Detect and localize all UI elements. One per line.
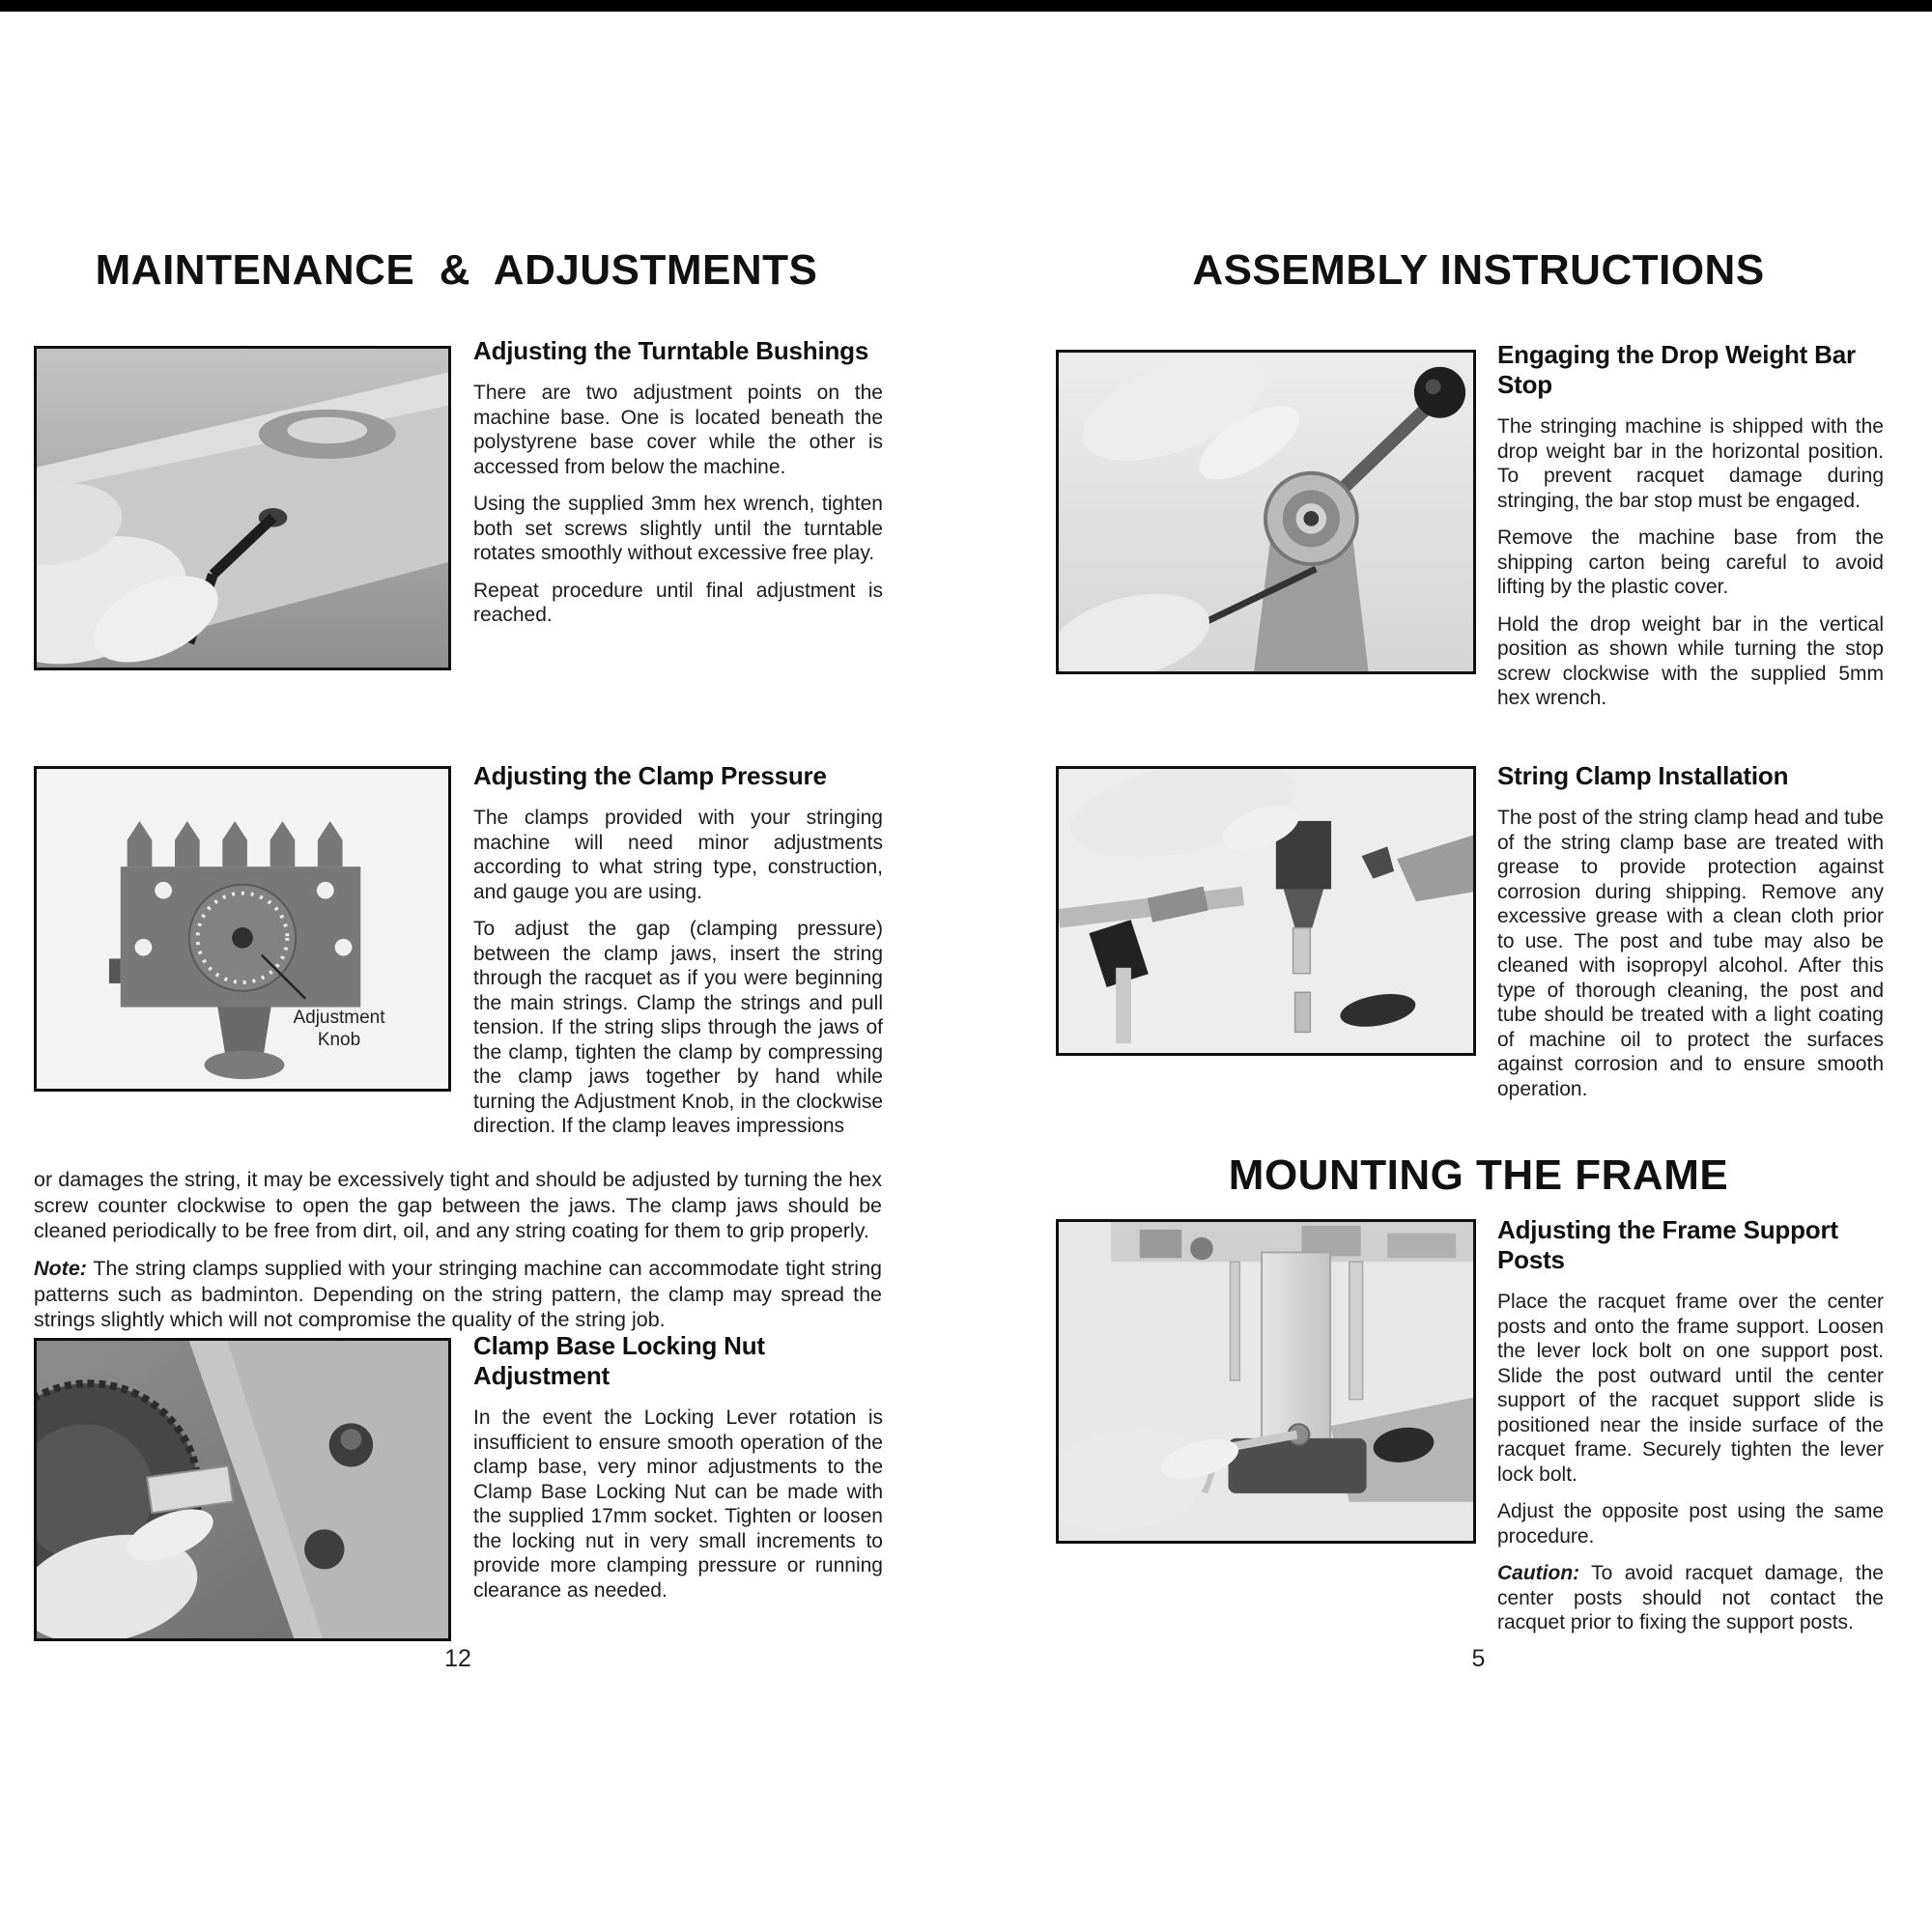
section-heading: Adjusting the Clamp Pressure xyxy=(473,761,827,790)
body-paragraph: To adjust the gap (clamping pressure) between the clamp jaws, insert the string through the racquet as if you were beginning the main strings. Clamp the strings and pull tension. If the string slips through the jaws of the clamp, tighten the clamp by compressing the clamp jaws together by hand while turning the Adjustment Knob, in the clockwise direction. If the clamp leaves impressions xyxy=(473,918,883,1137)
section-heading: Clamp Base Locking Nut Adjustment xyxy=(473,1331,765,1390)
adjustment-knob-label: Adjustment Knob xyxy=(293,1008,385,1050)
note-paragraph xyxy=(34,1256,882,1333)
photo-turntable-bushings xyxy=(34,346,451,670)
caution-text: To avoid racquet damage, the center posts should not contact the racquet prior to fixing the support posts. xyxy=(1497,1562,1884,1634)
left-page-number: 12 xyxy=(444,1645,471,1672)
body-paragraph: The post of the string clamp head and tube of the string clamp base are treated with grease to provide protection against corrosion during shipping. Remove any excessive grease with a clean cloth prior to use. The post and tube may also be cleaned with isopropyl alcohol. After this type of thorough cleaning, the post and tube should be treated with a light coating of machine oil to protect the surfaces against corrosion and to ensure smooth operation. xyxy=(1497,807,1884,1100)
body-paragraph: Using the supplied 3mm hex wrench, tighten both set screws slightly until the turntable rotates smoothly without excessive free play. xyxy=(473,493,883,564)
scan-edge-bar xyxy=(0,0,1932,12)
frame-support-illustration xyxy=(1059,1222,1473,1541)
body-paragraph: In the event the Locking Lever rotation is insufficient to ensure smooth operation of the clamp base, very minor adjustments to the Clamp Base Locking Nut can be made with the supplied 17mm socket. Tighten or loosen the locking nut in very small increments to provide more clamping pressure or running clearance as needed. xyxy=(473,1406,883,1602)
section-frame-support-posts xyxy=(1497,1215,1884,1648)
locking-nut-illustration xyxy=(37,1341,448,1638)
body-paragraph: The stringing machine is shipped with the drop weight bar in the horizontal position. To prevent racquet damage during stringing, the bar stop must be engaged. xyxy=(1497,415,1884,512)
section-heading: String Clamp Installation xyxy=(1497,761,1789,790)
caution-label: Caution: xyxy=(1497,1562,1580,1584)
right-page-title: ASSEMBLY INSTRUCTIONS xyxy=(1192,246,1765,294)
section-heading: Engaging the Drop Weight Bar Stop xyxy=(1497,340,1856,399)
photo-frame-support-posts xyxy=(1056,1219,1476,1544)
right-page-number: 5 xyxy=(1471,1645,1486,1672)
section-heading: Adjusting the Turntable Bushings xyxy=(473,336,869,365)
body-paragraph: Adjust the opposite post using the same procedure. xyxy=(1497,1500,1884,1548)
photo-clamp-adjustment-knob xyxy=(34,766,451,1092)
body-paragraph: Place the racquet frame over the center posts and onto the frame support. Loosen the lever lock bolt on one support post. Slide the post outward until the center support of the racquet support slide is positioned near the inside surface of the racquet frame. Securely tighten the lever lock bolt. xyxy=(1497,1291,1884,1486)
section-drop-weight-bar-stop xyxy=(1497,340,1884,724)
caution-paragraph xyxy=(1497,1561,1884,1635)
section-string-clamp-installation xyxy=(1497,761,1884,1114)
section-heading: Adjusting the Frame Support Posts xyxy=(1497,1215,1838,1274)
mounting-the-frame-heading: MOUNTING THE FRAME xyxy=(1228,1151,1729,1199)
body-paragraph: Repeat procedure until final adjustment is reached. xyxy=(473,579,883,626)
left-page-title: MAINTENANCE & ADJUSTMENTS xyxy=(95,246,818,294)
photo-clamp-base-locking-nut xyxy=(34,1338,451,1641)
section-clamp-pressure xyxy=(473,761,883,1151)
body-paragraph: There are two adjustment points on the machine base. One is located beneath the polystyrene base cover while the other is accessed from below the machine. xyxy=(473,382,883,478)
drop-weight-illustration xyxy=(1059,353,1473,671)
body-paragraph: The clamps provided with your stringing machine will need minor adjustments according to what string type, construction, and gauge you are using. xyxy=(473,807,883,903)
note-text: The string clamps supplied with your stringing machine can accommodate tight string patterns such as badminton. Depending on the string pattern, the clamp may spread the strings slightly which will not compromise the quality of the string job. xyxy=(34,1257,882,1331)
string-clamp-illustration xyxy=(1059,769,1473,1053)
body-paragraph: Hold the drop weight bar in the vertical position as shown while turning the stop screw clockwise with the supplied 5mm hex wrench. xyxy=(1497,612,1884,709)
turntable-bushings-illustration xyxy=(37,349,448,668)
photo-drop-weight-bar xyxy=(1056,350,1476,674)
section-locking-nut xyxy=(473,1331,883,1615)
note-label: Note: xyxy=(34,1257,87,1280)
photo-string-clamp-installation xyxy=(1056,766,1476,1056)
body-paragraph: Remove the machine base from the shipping carton being careful to avoid lifting by the plastic cover. xyxy=(1497,526,1884,598)
clamp-pressure-continuation: or damages the string, it may be excessively tight and should be adjusted by turning the hex screw counter clockwise to open the gap between the jaws. The clamp jaws should be cleaned periodically to be free from dirt, oil, and any string coating for them to grip properly. xyxy=(34,1168,882,1242)
section-turntable-bushings xyxy=(473,336,883,640)
